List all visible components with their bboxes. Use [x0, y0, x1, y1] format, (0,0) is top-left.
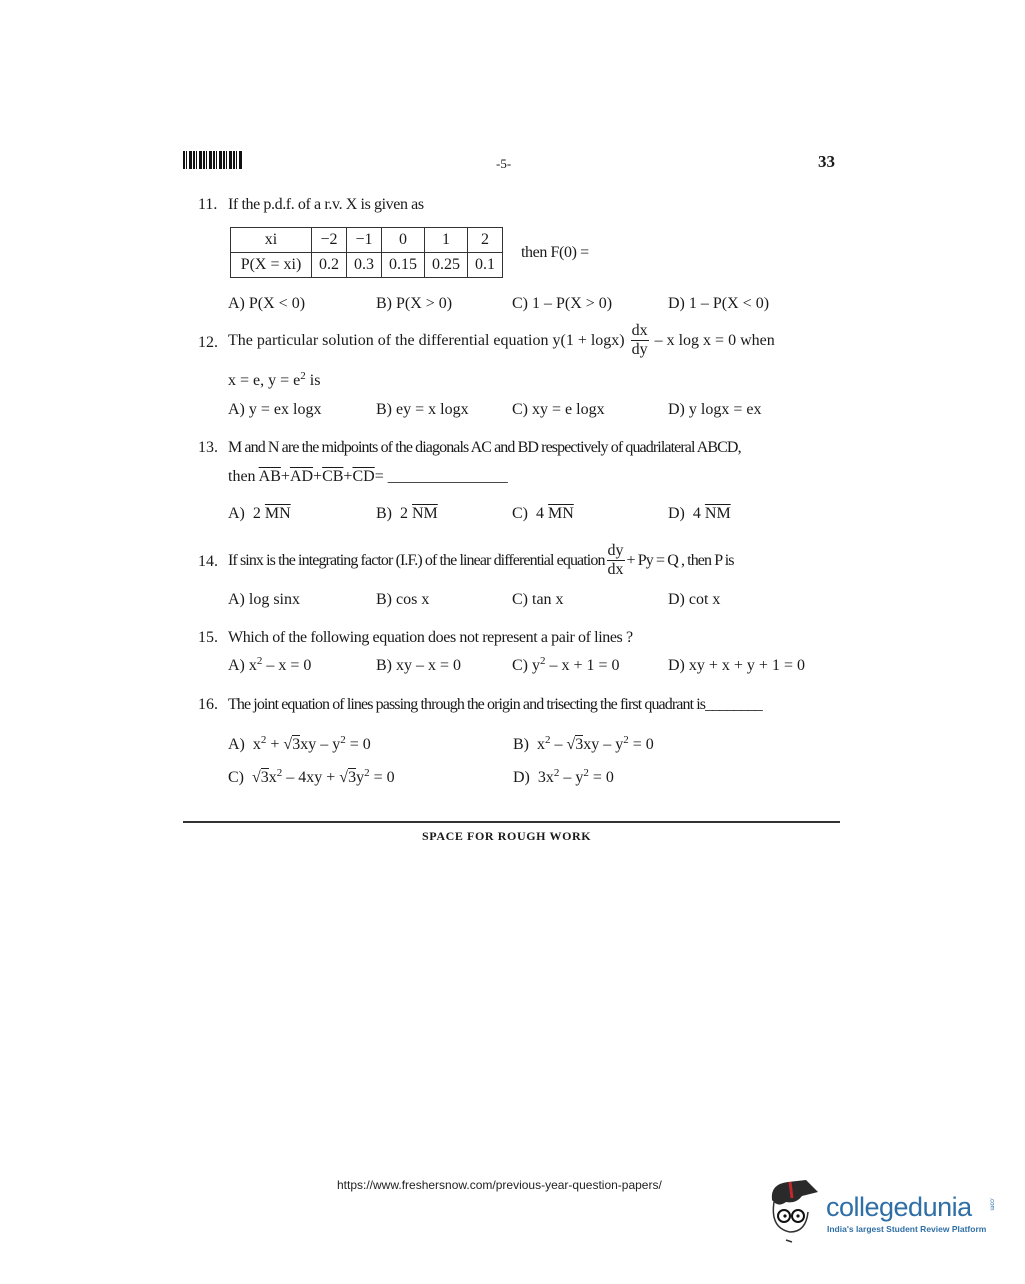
q12-line2-end: is — [305, 372, 321, 389]
q11-option-c: C) 1 – P(X > 0) — [512, 295, 613, 312]
q12-option-a: A) y = ex logx — [228, 401, 322, 418]
option-label: A) — [228, 736, 245, 753]
plus: + — [280, 468, 290, 485]
q12-fraction — [631, 322, 649, 359]
table-cell: 0.3 — [347, 253, 382, 278]
superscript: 2 — [583, 767, 589, 779]
q15-option-b: B) xy – x = 0 — [376, 657, 462, 674]
logo-text: collegedunia — [826, 1192, 972, 1222]
math: √ — [252, 769, 261, 786]
table-cell: 2 — [468, 228, 503, 253]
q15-number: 15. — [198, 629, 218, 646]
table-row — [231, 253, 503, 278]
table-row — [231, 228, 503, 253]
q16-option-b — [513, 735, 654, 755]
q11-option-d: D) 1 – P(X < 0) — [668, 295, 770, 312]
math: 3x — [537, 769, 554, 786]
table-cell: 0.15 — [382, 253, 425, 278]
q16-option-a — [228, 735, 371, 755]
superscript: 2 — [540, 655, 546, 667]
superscript: 2 — [276, 767, 283, 779]
q11-option-a: A) P(X < 0) — [228, 295, 306, 312]
q11-after-table: then F(0) = — [521, 244, 589, 261]
math: xy – y — [583, 736, 624, 753]
fraction-numerator: dy — [607, 542, 624, 559]
option-text: A) x — [228, 657, 257, 674]
superscript: 2 — [340, 734, 346, 746]
math: x — [268, 769, 277, 786]
coef: 2 — [252, 505, 261, 522]
math: = 0 — [628, 736, 654, 753]
q14-text-line — [228, 542, 734, 579]
table-cell: 0.25 — [425, 253, 468, 278]
option-label: B) — [513, 736, 529, 753]
q16-option-d — [513, 768, 614, 788]
q12-option-d: D) y logx = ex — [668, 401, 762, 418]
math: xy – y — [300, 736, 341, 753]
table-cell: 1 — [425, 228, 468, 253]
vector: $\overline{MN}$ — [548, 505, 574, 522]
q12-text: The particular solution of the differential equation y(1 + logx) — [228, 331, 625, 349]
page-number: 33 — [818, 152, 835, 171]
option-text: C) y — [512, 657, 540, 674]
page-marker: -5- — [496, 156, 512, 171]
q15-text: Which of the following equation does not represent a pair of lines ? — [228, 629, 633, 646]
option-label: C) — [512, 505, 528, 522]
divider — [183, 821, 840, 823]
coef: 2 — [400, 505, 408, 522]
q13-option-b — [376, 504, 438, 524]
q13-then: then — [228, 468, 256, 485]
superscript: 2 — [300, 370, 306, 382]
radicand: 3 — [260, 769, 269, 786]
logo-tagline: India's largest Student Review Platform — [827, 1224, 987, 1234]
option-text: – x = 0 — [262, 657, 312, 674]
mascot-icon — [766, 1178, 822, 1244]
radicand: 3 — [348, 769, 357, 786]
option-label: B) — [376, 505, 392, 522]
q11-option-b: B) P(X > 0) — [376, 295, 453, 312]
q14-option-d: D) cot x — [668, 591, 721, 608]
vector: $\overline{AB}$ — [258, 468, 281, 485]
table-cell: 0.2 — [312, 253, 347, 278]
q13-blank: = _______________ — [374, 468, 508, 485]
collegedunia-logo — [766, 1178, 996, 1248]
q13-option-d — [668, 504, 731, 524]
q13-text: M and N are the midpoints of the diagonals AC and BD respectively of quadrilateral ABCD, — [228, 439, 741, 456]
superscript: 2 — [260, 734, 267, 746]
q16-text: The joint equation of lines passing through the origin and trisecting the first quadrant is________ — [228, 696, 762, 713]
vector: $\overline{CD}$ — [352, 468, 375, 485]
vector: $\overline{CB}$ — [322, 468, 344, 485]
superscript: 2 — [256, 655, 263, 667]
pdf-table — [230, 227, 503, 278]
math: – 4xy + √ — [282, 769, 349, 786]
table-cell: −1 — [347, 228, 382, 253]
q14-text-after: + Py = Q , then P is — [626, 551, 734, 569]
option-label: A) — [228, 505, 245, 522]
plus: + — [313, 468, 323, 485]
math: y — [356, 769, 365, 786]
table-cell: xi — [231, 228, 312, 253]
barcode — [183, 151, 243, 169]
fraction-denominator: dx — [607, 561, 624, 578]
coef: 4 — [692, 505, 701, 522]
vector: $\overline{MN}$ — [264, 505, 291, 522]
q12-line2 — [228, 371, 320, 391]
q11-text: If the p.d.f. of a r.v. X is given as — [228, 196, 424, 213]
vector: $\overline{AD}$ — [289, 468, 314, 485]
table-cell: −2 — [312, 228, 347, 253]
math: = 0 — [369, 769, 395, 786]
superscript: 2 — [623, 734, 629, 746]
option-text: – x + 1 = 0 — [545, 657, 620, 674]
vector: $\overline{NM}$ — [412, 505, 438, 522]
fraction-denominator: dy — [631, 341, 648, 358]
table-cell: P(X = xi) — [231, 253, 312, 278]
fraction-numerator: dx — [631, 322, 648, 339]
table-cell: 0 — [382, 228, 425, 253]
option-label: D) — [668, 505, 685, 522]
q14-option-a: A) log sinx — [228, 591, 300, 608]
q14-option-b: B) cos x — [376, 591, 430, 608]
q14-option-c: C) tan x — [512, 591, 564, 608]
q11-number: 11. — [198, 196, 218, 213]
logo-suffix: .com — [988, 1197, 995, 1211]
coef: 4 — [536, 505, 544, 522]
q12-text-line — [228, 322, 775, 359]
math: – y — [559, 769, 584, 786]
plus: + — [343, 468, 353, 485]
math: + √ — [266, 736, 293, 753]
superscript: 2 — [364, 767, 370, 779]
q12-line2-text: x = e, y = e — [228, 372, 301, 389]
math: x — [252, 736, 261, 753]
q13-line2 — [228, 467, 508, 487]
table-cell: 0.1 — [468, 253, 503, 278]
superscript: 2 — [545, 734, 551, 746]
q16-number: 16. — [198, 696, 218, 713]
q15-option-c — [512, 656, 620, 676]
math: = 0 — [588, 769, 614, 786]
math: x — [537, 736, 545, 753]
option-label: C) — [228, 769, 244, 786]
math: – √ — [550, 736, 576, 753]
rough-work-label: SPACE FOR ROUGH WORK — [422, 829, 592, 843]
superscript: 2 — [553, 767, 560, 779]
q13-option-c — [512, 504, 574, 524]
radicand: 3 — [292, 736, 301, 753]
q15-option-d: D) xy + x + y + 1 = 0 — [668, 657, 805, 674]
q16-option-c — [228, 768, 395, 788]
vector: $\overline{NM}$ — [704, 505, 731, 522]
q13-number: 13. — [198, 439, 218, 456]
q12-text-after: – x log x = 0 when — [654, 331, 775, 349]
source-url[interactable]: https://www.freshersnow.com/previous-year-question-papers/ — [337, 1178, 662, 1192]
q13-option-a — [228, 504, 291, 524]
radicand: 3 — [575, 736, 584, 753]
q12-number: 12. — [198, 334, 218, 351]
option-label: D) — [513, 769, 530, 786]
q14-number: 14. — [198, 553, 218, 570]
q12-option-b: B) ey = x logx — [376, 401, 469, 418]
q12-option-c: C) xy = e logx — [512, 401, 605, 418]
q14-fraction — [607, 542, 625, 579]
q15-option-a — [228, 656, 311, 676]
q14-text: If sinx is the integrating factor (I.F.) of the linear differential equation — [228, 551, 605, 569]
math: = 0 — [345, 736, 371, 753]
